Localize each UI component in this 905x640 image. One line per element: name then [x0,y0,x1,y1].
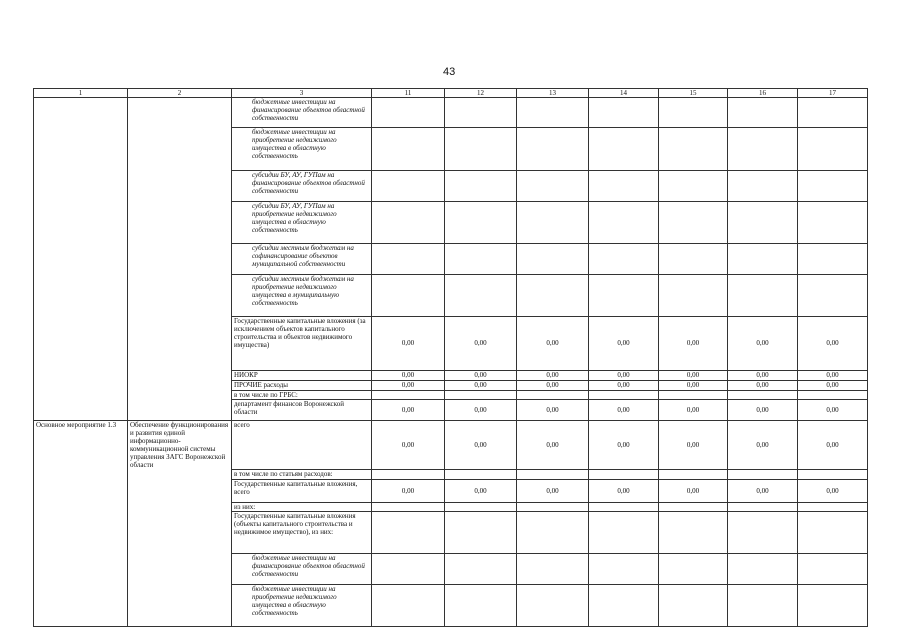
description-cell [128,502,232,511]
description-cell [128,511,232,553]
value-cell [589,584,659,626]
value-cell: 0,00 [728,400,798,421]
value-cell [589,469,659,479]
value-cell: 0,00 [372,421,445,470]
value-cell: 0,00 [728,317,798,371]
description-cell [128,317,232,371]
header-cell-3: 3 [232,89,372,98]
value-cell [659,511,728,553]
value-cell: 0,00 [728,421,798,470]
table-body [34,98,868,627]
value-cell: 0,00 [517,400,589,421]
value-cell: 0,00 [589,317,659,371]
value-cell: 0,00 [445,400,517,421]
value-cell [798,128,868,171]
value-cell [728,469,798,479]
value-cell [372,502,445,511]
value-cell [372,553,445,584]
funding-source-cell: в том числе по ГРБС: [232,391,372,400]
budget-table [33,88,868,627]
table-row [34,502,868,511]
value-cell [372,275,445,317]
activity-cell [34,98,128,128]
funding-source-cell: из них: [232,502,372,511]
value-cell: 0,00 [445,371,517,381]
value-cell: 0,00 [517,479,589,502]
activity-cell [34,244,128,275]
value-cell [589,275,659,317]
value-cell [517,98,589,128]
value-cell [728,553,798,584]
value-cell [798,391,868,400]
value-cell [798,511,868,553]
value-cell [517,502,589,511]
funding-source-cell: ПРОЧИЕ расходы [232,381,372,391]
value-cell [517,202,589,244]
value-cell [798,502,868,511]
value-cell [659,128,728,171]
funding-source-cell: в том числе по статьям расходов: [232,469,372,479]
value-cell [728,275,798,317]
funding-source-cell: Государственные капитальные вложения (объекты капитального строительства и недвижимое имущество), из них: [232,511,372,553]
value-cell [728,98,798,128]
value-cell [798,171,868,202]
value-cell [445,553,517,584]
table-row [34,128,868,171]
table-row [34,244,868,275]
value-cell [589,391,659,400]
value-cell [517,128,589,171]
value-cell [372,98,445,128]
value-cell [517,584,589,626]
activity-cell [34,128,128,171]
value-cell: 0,00 [798,479,868,502]
description-cell [128,391,232,400]
value-cell [372,202,445,244]
activity-cell [34,381,128,391]
value-cell: 0,00 [798,317,868,371]
header-cell-17: 17 [798,89,868,98]
value-cell: 0,00 [589,381,659,391]
value-cell [659,244,728,275]
funding-source-cell: департамент финансов Воронежской области [232,400,372,421]
description-cell [128,202,232,244]
funding-source-cell: Государственные капитальные вложения, всего [232,479,372,502]
value-cell [372,469,445,479]
header-cell-1: 1 [34,89,128,98]
table-row [34,98,868,128]
value-cell [659,391,728,400]
value-cell [445,584,517,626]
value-cell: 0,00 [659,317,728,371]
value-cell [517,511,589,553]
table-row [34,391,868,400]
value-cell [517,553,589,584]
description-cell [128,553,232,584]
header-cell-13: 13 [517,89,589,98]
value-cell [445,202,517,244]
value-cell [589,244,659,275]
value-cell [517,391,589,400]
value-cell: 0,00 [798,421,868,470]
value-cell: 0,00 [659,421,728,470]
value-cell [728,511,798,553]
description-cell: Обеспечение функционирования и развития единой информационно-коммуникационной системы управления ЗАГС Воронежской области [128,421,232,470]
value-cell: 0,00 [659,479,728,502]
value-cell [445,244,517,275]
value-cell: 0,00 [445,317,517,371]
value-cell [798,98,868,128]
value-cell: 0,00 [372,381,445,391]
activity-cell [34,584,128,626]
description-cell [128,400,232,421]
value-cell: 0,00 [517,317,589,371]
header-cell-12: 12 [445,89,517,98]
description-cell [128,244,232,275]
value-cell [445,502,517,511]
value-cell: 0,00 [372,317,445,371]
table-row [34,469,868,479]
description-cell [128,479,232,502]
value-cell [659,202,728,244]
value-cell: 0,00 [728,371,798,381]
value-cell: 0,00 [659,371,728,381]
value-cell [589,553,659,584]
value-cell: 0,00 [517,421,589,470]
value-cell: 0,00 [445,479,517,502]
value-cell [728,244,798,275]
value-cell [517,275,589,317]
value-cell [798,202,868,244]
value-cell [589,128,659,171]
funding-source-cell: всего [232,421,372,470]
value-cell [659,469,728,479]
table-row [34,171,868,202]
value-cell [372,391,445,400]
funding-source-cell: НИОКР [232,371,372,381]
value-cell [445,275,517,317]
value-cell [659,502,728,511]
header-row [34,89,868,98]
funding-source-cell: бюджетные инвестиции на приобретение недвижимого имущества в областную собственность [232,584,372,626]
value-cell [372,244,445,275]
value-cell [798,469,868,479]
activity-cell [34,553,128,584]
value-cell [445,511,517,553]
value-cell [659,98,728,128]
value-cell: 0,00 [372,371,445,381]
value-cell: 0,00 [517,381,589,391]
header-cell-16: 16 [728,89,798,98]
value-cell [517,171,589,202]
table-row [34,584,868,626]
table-row [34,421,868,470]
table-row [34,317,868,371]
value-cell: 0,00 [589,400,659,421]
funding-source-cell: субсидии БУ, АУ, ГУПам на приобретение недвижимого имущества в областную собственность [232,202,372,244]
activity-cell [34,275,128,317]
value-cell [589,98,659,128]
value-cell [659,275,728,317]
value-cell [445,171,517,202]
activity-cell [34,502,128,511]
value-cell: 0,00 [798,400,868,421]
activity-cell [34,371,128,381]
value-cell [728,202,798,244]
description-cell [128,128,232,171]
description-cell [128,584,232,626]
activity-cell [34,400,128,421]
description-cell [128,371,232,381]
value-cell [445,128,517,171]
value-cell [589,202,659,244]
page-number: 43 [443,66,456,78]
value-cell [798,244,868,275]
value-cell: 0,00 [445,421,517,470]
value-cell [659,553,728,584]
value-cell: 0,00 [589,421,659,470]
value-cell: 0,00 [728,479,798,502]
value-cell [728,502,798,511]
table-row [34,381,868,391]
value-cell [589,511,659,553]
table-row [34,400,868,421]
value-cell [798,553,868,584]
value-cell [445,98,517,128]
value-cell [372,128,445,171]
funding-source-cell: субсидии местным бюджетам на софинансирование объектов муниципальной собственности [232,244,372,275]
table-row [34,511,868,553]
description-cell [128,469,232,479]
activity-cell [34,171,128,202]
value-cell [659,171,728,202]
value-cell [728,584,798,626]
activity-cell [34,469,128,479]
funding-source-cell: бюджетные инвестиции на финансирование объектов областной собственности [232,98,372,128]
description-cell [128,171,232,202]
value-cell: 0,00 [372,479,445,502]
value-cell: 0,00 [659,400,728,421]
table-row [34,553,868,584]
value-cell [728,171,798,202]
value-cell [445,469,517,479]
value-cell: 0,00 [445,381,517,391]
value-cell: 0,00 [589,371,659,381]
description-cell [128,275,232,317]
activity-cell: Основное мероприятие 1.3 [34,421,128,470]
value-cell [445,391,517,400]
value-cell: 0,00 [517,371,589,381]
funding-source-cell: субсидии местным бюджетам на приобретение недвижимого имущества в муниципальную собственность [232,275,372,317]
header-cell-2: 2 [128,89,232,98]
table-row [34,202,868,244]
description-cell [128,98,232,128]
value-cell: 0,00 [728,381,798,391]
header-cell-11: 11 [372,89,445,98]
value-cell [798,584,868,626]
table-row [34,479,868,502]
value-cell [659,584,728,626]
activity-cell [34,511,128,553]
value-cell [372,584,445,626]
header-cell-14: 14 [589,89,659,98]
activity-cell [34,202,128,244]
value-cell [372,171,445,202]
value-cell [798,275,868,317]
value-cell: 0,00 [798,381,868,391]
value-cell [589,502,659,511]
funding-source-cell: Государственные капитальные вложения (за исключением объектов капитального строительства и объектов недвижимого имущества) [232,317,372,371]
funding-source-cell: субсидии БУ, АУ, ГУПам на финансирование объектов областной собственности [232,171,372,202]
value-cell [517,244,589,275]
activity-cell [34,317,128,371]
value-cell: 0,00 [659,381,728,391]
value-cell [372,511,445,553]
value-cell [589,171,659,202]
header-cell-15: 15 [659,89,728,98]
value-cell: 0,00 [798,371,868,381]
value-cell: 0,00 [589,479,659,502]
description-cell [128,381,232,391]
activity-cell [34,479,128,502]
funding-source-cell: бюджетные инвестиции на приобретение недвижимого имущества в областную собственность [232,128,372,171]
table-row [34,371,868,381]
table-row [34,275,868,317]
activity-cell [34,391,128,400]
funding-source-cell: бюджетные инвестиции на финансирование объектов областной собственности [232,553,372,584]
value-cell [728,391,798,400]
value-cell: 0,00 [372,400,445,421]
value-cell [728,128,798,171]
value-cell [517,469,589,479]
